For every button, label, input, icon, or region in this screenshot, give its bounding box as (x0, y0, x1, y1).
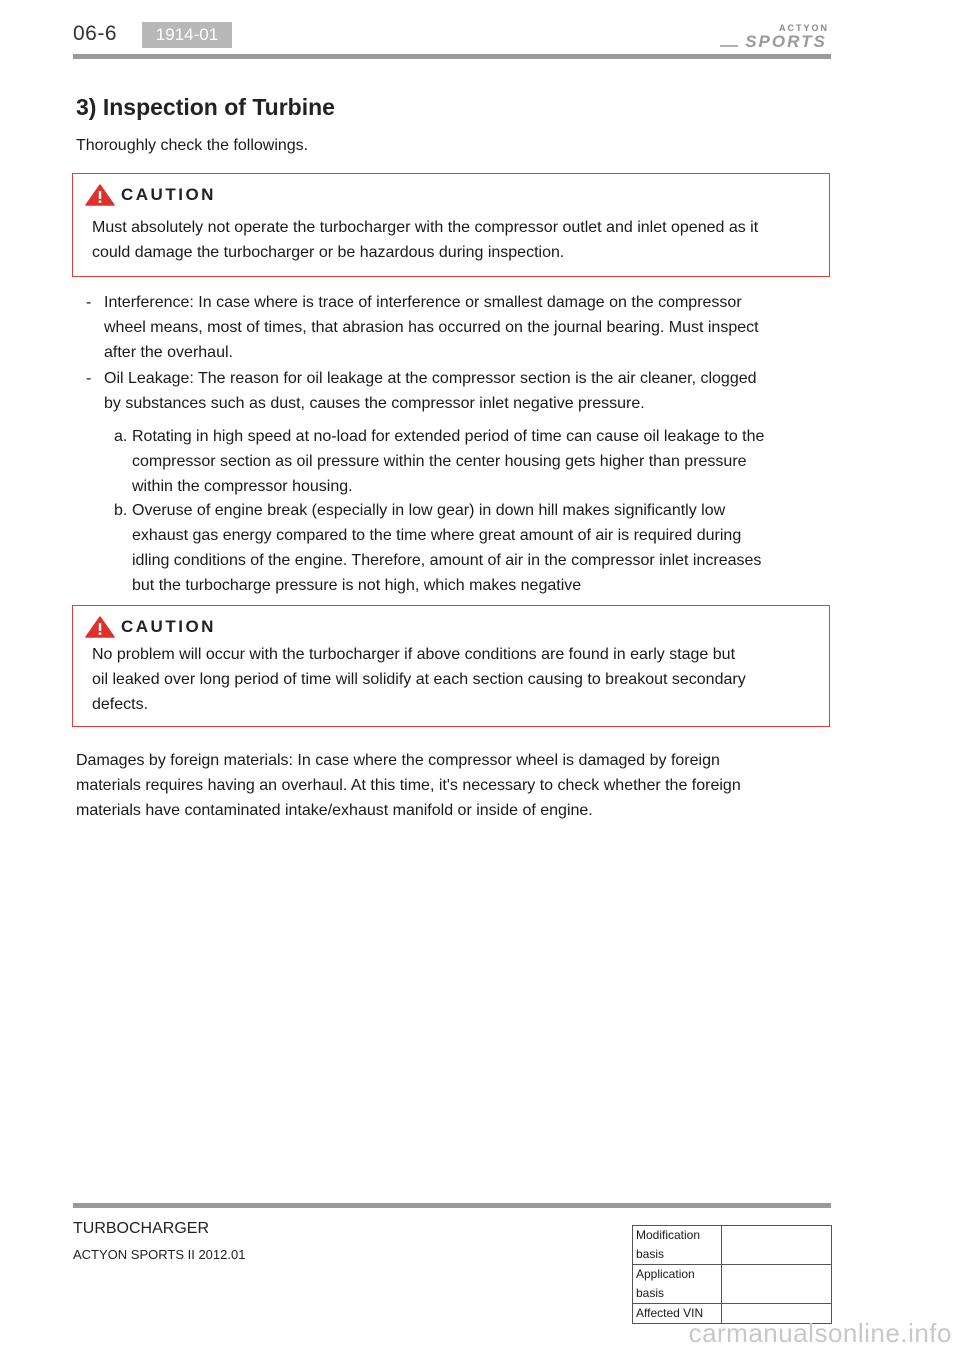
footer-model: ACTYON SPORTS II 2012.01 (73, 1247, 246, 1262)
table-row (633, 1265, 832, 1304)
caution-text (92, 642, 792, 717)
sub-item-text (132, 498, 782, 598)
logo-small-text: ACTYON (779, 23, 829, 33)
sub-item-b (114, 498, 784, 598)
table-label: Affected VIN (633, 1304, 722, 1324)
text-line: materials have contaminated intake/exhaust manifold or inside of engine. (76, 802, 593, 819)
text-line: Interference: In case where is trace of interference or smallest damage on the compressor (104, 294, 742, 311)
actyon-sports-logo (718, 22, 830, 50)
intro-text: Thoroughly check the followings. (76, 137, 309, 154)
text-line: Rotating in high speed at no-load for extended period of time can cause oil leakage to the (132, 428, 765, 445)
text-line: Damages by foreign materials: In case where the compressor wheel is damaged by foreign (76, 752, 720, 769)
footer-chapter-title: TURBOCHARGER (73, 1220, 210, 1237)
list-dash: - (86, 294, 92, 311)
table-label: Application basis (633, 1265, 722, 1304)
caution-line: oil leaked over long period of time will solidify at each section causing to breakout secondary (92, 671, 746, 688)
list-item-interference (86, 290, 776, 365)
warning-triangle-icon (85, 616, 115, 638)
caution-box-2 (72, 605, 830, 727)
page-number: 06-6 (73, 22, 118, 45)
sub-item-a (114, 424, 784, 499)
caution-label: CAUTION (121, 185, 216, 204)
text-line: exhaust gas energy compared to the time where great amount of air is required during (132, 527, 742, 544)
table-label: Modification basis (633, 1226, 722, 1265)
caution-line: defects. (92, 696, 149, 713)
table-value (722, 1226, 832, 1265)
caution-label: CAUTION (121, 617, 216, 636)
sub-item-marker: a. (114, 428, 128, 445)
text-line: after the overhaul. (104, 344, 233, 361)
list-item-text (104, 366, 776, 416)
caution-line: could damage the turbocharger or be hazardous during inspection. (92, 244, 565, 261)
caution-box-1 (72, 173, 830, 277)
text-line: materials requires having an overhaul. At this time, it's necessary to check whether the foreign (76, 777, 741, 794)
sub-item-text (132, 424, 782, 499)
text-line: idling conditions of the engine. Therefore, amount of air in the compressor inlet increases (132, 552, 762, 569)
section-code-badge: 1914-01 (142, 22, 232, 48)
text-line: compressor section as oil pressure within the center housing gets higher than pressure (132, 453, 747, 470)
modification-info-table (632, 1225, 832, 1324)
footer-divider (73, 1203, 831, 1208)
logo-large-text: SPORTS (745, 32, 827, 50)
list-item-text (104, 290, 776, 365)
table-row (633, 1226, 832, 1265)
table-value (722, 1265, 832, 1304)
text-line: Overuse of engine break (especially in low gear) in down hill makes significantly low (132, 502, 726, 519)
watermark: carmanualsonline.info (688, 1318, 952, 1348)
caution-line: Must absolutely not operate the turbocharger with the compressor outlet and inlet opened as it (92, 219, 759, 236)
text-line: by substances such as dust, causes the compressor inlet negative pressure. (104, 395, 645, 412)
text-line: Oil Leakage: The reason for oil leakage at the compressor section is the air cleaner, clogged (104, 370, 757, 387)
list-dash: - (86, 370, 92, 387)
caution-line: No problem will occur with the turbocharger if above conditions are found in early stage but (92, 646, 736, 663)
text-line: wheel means, most of times, that abrasion has occurred on the journal bearing. Must inspect (104, 319, 759, 336)
foreign-materials-paragraph (76, 748, 776, 823)
text-line: but the turbocharge pressure is not high, which makes negative (132, 577, 582, 594)
sub-item-marker: b. (114, 502, 128, 519)
warning-triangle-icon (85, 184, 115, 206)
caution-text (92, 215, 792, 265)
section-title: 3) Inspection of Turbine (76, 94, 335, 120)
text-line: within the compressor housing. (132, 478, 353, 495)
header-divider (73, 54, 831, 59)
list-item-oil-leakage (86, 366, 776, 416)
